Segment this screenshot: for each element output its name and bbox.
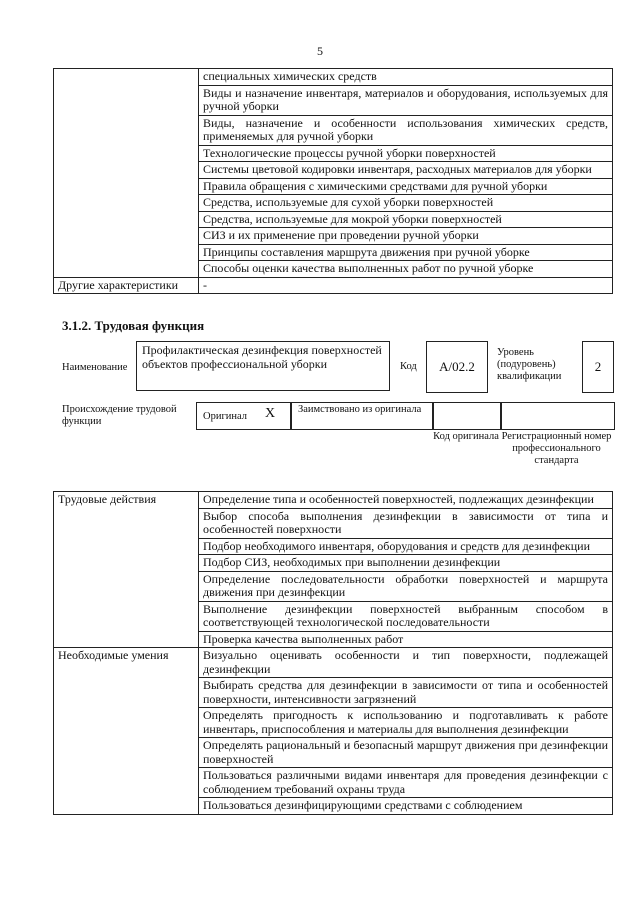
table-row xyxy=(54,277,613,294)
row-label: Трудовые действия xyxy=(54,492,199,648)
row-label: Другие характеристики xyxy=(54,277,199,294)
page-bottom-margin xyxy=(0,862,640,905)
row-content: Определять пригодность к использованию и подготавливать к работе инвентарь, приспособления и материалы для выполнения дезинфекции xyxy=(199,708,613,738)
row-content: Правила обращения с химическими средствами для ручной уборки xyxy=(199,178,613,195)
function-code-box: А/02.2 xyxy=(426,341,488,393)
row-content: специальных химических средств xyxy=(199,69,613,86)
row-content: Средства, используемые для мокрой уборки поверхностей xyxy=(199,211,613,228)
row-content: Подбор необходимого инвентаря, оборудования и средств для дезинфекции xyxy=(199,538,613,555)
row-content: Виды, назначение и особенности использования химических средств, применяемых для ручной уборки xyxy=(199,115,613,145)
row-content: Способы оценки качества выполненных работ по ручной уборке xyxy=(199,261,613,278)
reg-number-cell xyxy=(500,402,615,430)
code-label: Код xyxy=(400,361,417,372)
row-content: Пользоваться дезинфицирующими средствами с соблюдением xyxy=(199,798,613,815)
row-label: Необходимые умения xyxy=(54,648,199,815)
name-label: Наименование xyxy=(62,362,128,373)
borrowed-label: Заимствовано из оригинала xyxy=(298,404,422,415)
row-content: Технологические процессы ручной уборки поверхностей xyxy=(199,145,613,162)
row-content: Определение последовательности обработки поверхностей и маршрута движения при дезинфекции xyxy=(199,571,613,601)
function-name-box: Профилактическая дезинфекция поверхностей объектов профессиональной уборки xyxy=(136,341,390,391)
row-content: Выполнение дезинфекции поверхностей выбранным способом в соответствующей технологической последовательности xyxy=(199,601,613,631)
function-table xyxy=(53,491,613,815)
page-number: 5 xyxy=(317,44,323,58)
row-content: Проверка качества выполненных работ xyxy=(199,631,613,648)
row-content: Принципы составления маршрута движения при ручной уборке xyxy=(199,244,613,261)
row-content: Пользоваться различными видами инвентаря для проведения дезинфекции с соблюдением требований охраны труда xyxy=(199,768,613,798)
qualification-level-box: 2 xyxy=(582,341,614,393)
row-label xyxy=(54,69,199,278)
row-content: Визуально оценивать особенности и тип поверхности, подлежащей дезинфекции xyxy=(199,648,613,678)
table-row xyxy=(54,492,613,509)
table-row xyxy=(54,648,613,678)
row-content: Выбирать средства для дезинфекции в зависимости от типа и особенностей поверхности, интенсивности загрязнений xyxy=(199,678,613,708)
reg-number-label: Регистрационный номер профессионального стандарта xyxy=(501,431,612,466)
knowledge-table xyxy=(53,68,613,294)
row-content: Выбор способа выполнения дезинфекции в зависимости от типа и особенностей поверхности xyxy=(199,508,613,538)
row-content: Определение типа и особенностей поверхностей, подлежащих дезинфекции xyxy=(199,492,613,509)
level-label: Уровень (подуровень) квалификации xyxy=(497,347,562,382)
original-code-label: Код оригинала xyxy=(433,431,499,442)
row-content: СИЗ и их применение при проведении ручной уборки xyxy=(199,228,613,245)
table-row xyxy=(54,69,613,86)
row-content: - xyxy=(199,277,613,294)
row-content: Средства, используемые для сухой уборки поверхностей xyxy=(199,195,613,212)
row-content: Подбор СИЗ, необходимых при выполнении дезинфекции xyxy=(199,555,613,572)
section-heading: 3.1.2. Трудовая функция xyxy=(62,318,205,333)
original-label: Оригинал xyxy=(203,411,247,422)
origin-label: Происхождение трудовой функции xyxy=(62,404,177,427)
original-mark: X xyxy=(265,406,276,421)
original-code-cell xyxy=(432,402,502,430)
row-content: Системы цветовой кодировки инвентаря, расходных материалов для уборки xyxy=(199,162,613,179)
row-content: Определять рациональный и безопасный маршрут движения при дезинфекции поверхностей xyxy=(199,738,613,768)
row-content: Виды и назначение инвентаря, материалов и оборудования, используемых для ручной уборки xyxy=(199,85,613,115)
